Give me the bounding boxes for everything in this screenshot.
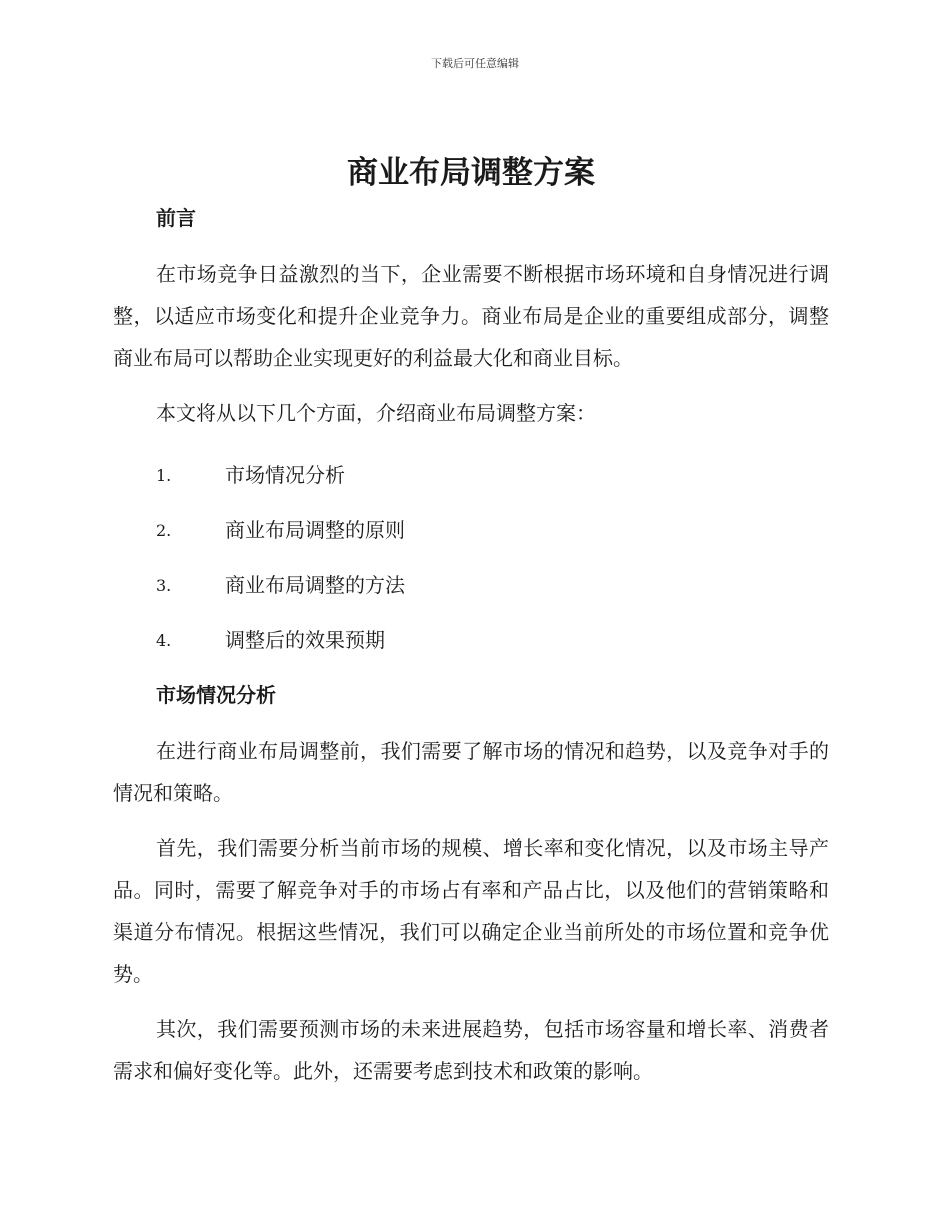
paragraph: 在市场竞争日益激烈的当下，企业需要不断根据市场环境和自身情况进行调整，以适应市场变化和提升企业竞争力。商业布局是企业的重要组成部分，调整商业布局可以帮助企业实现更好的利益最大化和商业目标。 — [113, 262, 829, 370]
list-item — [113, 503, 829, 558]
list-item-text: 调整后的效果预期 — [225, 628, 385, 652]
list-item — [113, 558, 829, 613]
list-item — [113, 448, 829, 503]
list-item-number: 4. — [156, 631, 172, 650]
section-heading-market: 市场情况分析 — [156, 683, 276, 707]
list-item-text: 市场情况分析 — [225, 463, 345, 487]
paragraph: 本文将从以下几个方面，介绍商业布局调整方案： — [156, 401, 596, 425]
list-item-number: 1. — [156, 466, 172, 485]
list-item-number: 2. — [156, 521, 172, 540]
list-item — [113, 613, 829, 668]
list-item-number: 3. — [156, 576, 172, 595]
outline-list — [113, 448, 829, 668]
document-title: 商业布局调整方案 — [347, 155, 595, 191]
list-item-text: 商业布局调整的原则 — [225, 518, 405, 542]
paragraph: 首先，我们需要分析当前市场的规模、增长率和变化情况，以及市场主导产品。同时，需要了解竞争对手的市场占有率和产品占比，以及他们的营销策略和渠道分布情况。根据这些情况，我们可以确定企业当前所处的市场位置和竞争优势。 — [113, 836, 829, 986]
paragraph: 在进行商业布局调整前，我们需要了解市场的情况和趋势，以及竞争对手的情况和策略。 — [113, 739, 829, 805]
list-item-text: 商业布局调整的方法 — [225, 573, 405, 597]
document-body — [113, 148, 829, 1092]
section-heading-preface: 前言 — [156, 206, 196, 230]
paragraph: 其次，我们需要预测市场的未来进展趋势，包括市场容量和增长率、消费者需求和偏好变化等。此外，还需要考虑到技术和政策的影响。 — [113, 1017, 829, 1083]
page-header-note: 下载后可任意编辑 — [431, 57, 519, 70]
